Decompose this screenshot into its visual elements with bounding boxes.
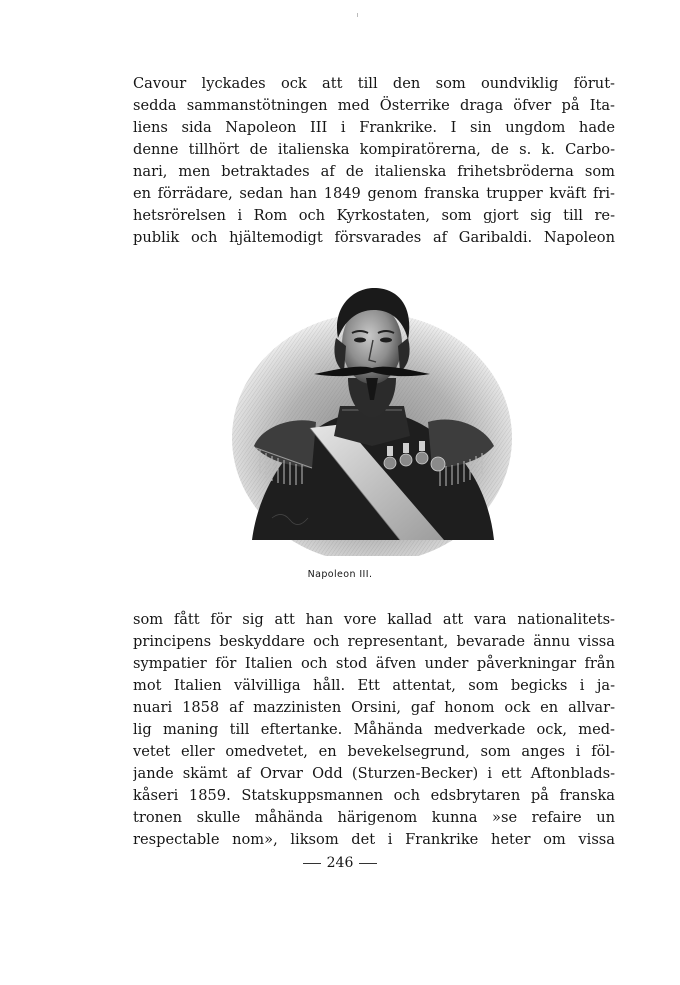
- text-line: som fått för sig att han vore kallad att vara nationalitets-: [133, 611, 615, 628]
- text-line: sympatier för Italien och stod äfven under påverkningar från: [133, 655, 615, 672]
- text-line: mot Italien välvilliga håll. Ett attentat, som begicks i ja-: [133, 677, 615, 694]
- text-line: sedda sammanstötningen med Österrike draga öfver på Ita-: [133, 97, 615, 114]
- text-line: lig maning till eftertanke. Måhända medverkade ock, med-: [133, 721, 615, 738]
- portrait-caption: Napoleon III.: [307, 569, 373, 580]
- text-line: principens beskyddare och representant, bevarade ännu vissa: [133, 633, 615, 650]
- page-number: [0, 854, 680, 872]
- text-line: nari, men betraktades af de italienska frihetsbröderna som: [133, 163, 615, 180]
- portrait-illustration: [232, 278, 512, 556]
- text-line: jande skämt af Orvar Odd (Sturzen-Becker) i ett Aftonblads-: [133, 765, 615, 782]
- text-line: kåseri 1859. Statskuppsmannen och edsbrytaren på franska: [133, 787, 615, 804]
- top-paragraph: [133, 73, 615, 249]
- page-number-value: 246: [326, 855, 354, 871]
- page-mark: [357, 13, 358, 17]
- text-line: liens sida Napoleon III i Frankrike. I sin ungdom hade: [133, 119, 615, 136]
- text-line: en förrädare, sedan han 1849 genom franska trupper kväft fri-: [133, 185, 615, 202]
- text-line: tronen skulle måhända härigenom kunna »se refaire un: [133, 809, 615, 826]
- text-line: vetet eller omedvetet, en bevekelsegrund, som anges i föl-: [133, 743, 615, 760]
- text-line: hetsrörelsen i Rom och Kyrkostaten, som gjort sig till re-: [133, 207, 615, 224]
- text-line: publik och hjältemodigt försvarades af Garibaldi. Napoleon: [133, 229, 615, 246]
- text-line: denne tillhört de italienska kompiratörerna, de s. k. Carbo-: [133, 141, 615, 158]
- text-line: Cavour lyckades ock att till den som oundviklig förut-: [133, 75, 615, 92]
- bottom-paragraph: [133, 609, 615, 851]
- portrait-engraving: [232, 278, 512, 556]
- dash-right: [359, 863, 377, 864]
- dash-left: [303, 863, 321, 864]
- text-line: respectable nom», liksom det i Frankrike heter om vissa: [133, 831, 615, 848]
- text-line: nuari 1858 af mazzinisten Orsini, gaf honom ock en allvar-: [133, 699, 615, 716]
